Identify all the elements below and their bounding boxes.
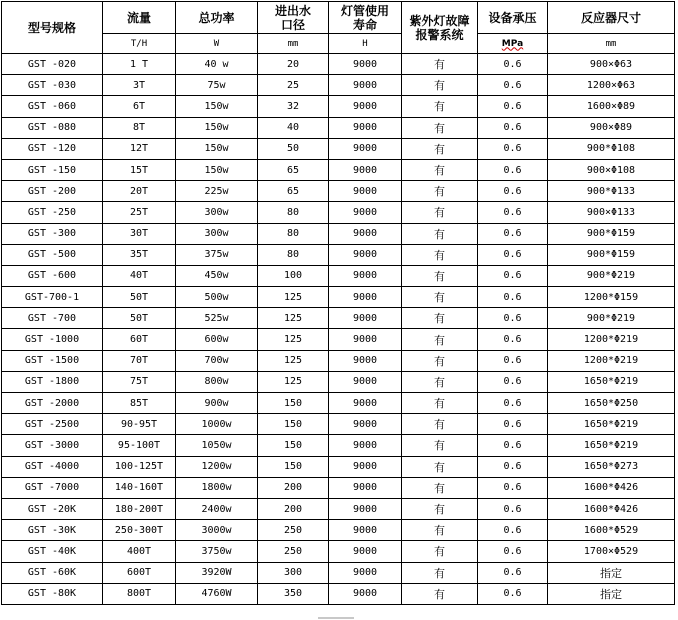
table-row — [2, 583, 675, 604]
unit-reactor: mm — [548, 34, 675, 54]
table-row — [2, 96, 675, 117]
table-row — [2, 54, 675, 75]
cell-reactor: 1650*Φ273 — [548, 456, 675, 477]
cell-lamp-life: 9000 — [329, 138, 402, 159]
cell-model: GST -600 — [2, 265, 103, 286]
cell-pressure: 0.6 — [478, 541, 548, 562]
cell-pressure: 0.6 — [478, 138, 548, 159]
cell-power: 2400w — [176, 498, 258, 519]
cell-lamp-life: 9000 — [329, 583, 402, 604]
cell-flow: 400T — [103, 541, 176, 562]
cell-diameter: 125 — [258, 308, 329, 329]
cell-power: 450w — [176, 265, 258, 286]
table-row — [2, 350, 675, 371]
cell-model: GST -1000 — [2, 329, 103, 350]
cell-model: GST -060 — [2, 96, 103, 117]
cell-diameter: 350 — [258, 583, 329, 604]
cell-model: GST -250 — [2, 202, 103, 223]
cell-alarm: 有 — [402, 117, 478, 138]
cell-diameter: 20 — [258, 54, 329, 75]
cell-diameter: 150 — [258, 456, 329, 477]
header-diameter-text: 进出水口径 — [274, 3, 311, 32]
table-row — [2, 498, 675, 519]
table-row — [2, 520, 675, 541]
cell-flow: 100-125T — [103, 456, 176, 477]
cell-diameter: 50 — [258, 138, 329, 159]
cell-pressure: 0.6 — [478, 498, 548, 519]
cell-pressure: 0.6 — [478, 181, 548, 202]
cell-power: 700w — [176, 350, 258, 371]
table-row — [2, 287, 675, 308]
table-row — [2, 244, 675, 265]
cell-power: 1000w — [176, 414, 258, 435]
cell-lamp-life: 9000 — [329, 498, 402, 519]
cell-model: GST -150 — [2, 159, 103, 180]
cell-power: 300w — [176, 223, 258, 244]
table-row — [2, 414, 675, 435]
cell-model: GST -3000 — [2, 435, 103, 456]
cell-diameter: 150 — [258, 393, 329, 414]
cell-diameter: 150 — [258, 414, 329, 435]
table-row — [2, 477, 675, 498]
cell-flow: 600T — [103, 562, 176, 583]
cell-reactor: 900*Φ159 — [548, 244, 675, 265]
cell-reactor: 900×Φ63 — [548, 54, 675, 75]
cell-lamp-life: 9000 — [329, 371, 402, 392]
header-pressure: 设备承压 — [478, 2, 548, 34]
cell-model: GST -120 — [2, 138, 103, 159]
table-row — [2, 541, 675, 562]
header-power: 总功率 — [176, 2, 258, 34]
cell-reactor: 900×Φ89 — [548, 117, 675, 138]
cell-alarm: 有 — [402, 75, 478, 96]
cell-alarm: 有 — [402, 583, 478, 604]
cell-reactor: 1600*Φ426 — [548, 477, 675, 498]
cell-pressure: 0.6 — [478, 329, 548, 350]
table-row — [2, 393, 675, 414]
cell-alarm: 有 — [402, 54, 478, 75]
cell-model: GST -20K — [2, 498, 103, 519]
cell-alarm: 有 — [402, 181, 478, 202]
cell-model: GST -4000 — [2, 456, 103, 477]
cell-flow: 180-200T — [103, 498, 176, 519]
cell-alarm: 有 — [402, 414, 478, 435]
cell-lamp-life: 9000 — [329, 244, 402, 265]
cell-lamp-life: 9000 — [329, 75, 402, 96]
cell-flow: 60T — [103, 329, 176, 350]
cell-reactor: 1650*Φ219 — [548, 414, 675, 435]
table-row — [2, 117, 675, 138]
cell-pressure: 0.6 — [478, 244, 548, 265]
cell-diameter: 125 — [258, 371, 329, 392]
cell-lamp-life: 9000 — [329, 435, 402, 456]
cell-flow: 20T — [103, 181, 176, 202]
cell-pressure: 0.6 — [478, 265, 548, 286]
cell-model: GST -200 — [2, 181, 103, 202]
cell-diameter: 125 — [258, 287, 329, 308]
cell-flow: 35T — [103, 244, 176, 265]
cell-alarm: 有 — [402, 159, 478, 180]
cell-alarm: 有 — [402, 456, 478, 477]
cell-diameter: 125 — [258, 329, 329, 350]
cell-model: GST -030 — [2, 75, 103, 96]
cell-power: 150w — [176, 138, 258, 159]
cell-diameter: 200 — [258, 477, 329, 498]
header-alarm — [402, 2, 478, 54]
cell-pressure: 0.6 — [478, 202, 548, 223]
cell-diameter: 65 — [258, 159, 329, 180]
header-row — [2, 2, 675, 34]
cell-diameter: 150 — [258, 435, 329, 456]
cell-flow: 6T — [103, 96, 176, 117]
cell-diameter: 80 — [258, 244, 329, 265]
table-row — [2, 223, 675, 244]
cell-alarm: 有 — [402, 541, 478, 562]
cell-diameter: 32 — [258, 96, 329, 117]
cell-diameter: 300 — [258, 562, 329, 583]
cell-reactor: 指定 — [548, 562, 675, 583]
cell-reactor: 900*Φ219 — [548, 308, 675, 329]
cell-lamp-life: 9000 — [329, 477, 402, 498]
cell-diameter: 40 — [258, 117, 329, 138]
cell-flow: 25T — [103, 202, 176, 223]
cell-pressure: 0.6 — [478, 583, 548, 604]
cell-pressure: 0.6 — [478, 54, 548, 75]
cell-model: GST -500 — [2, 244, 103, 265]
cell-model: GST -080 — [2, 117, 103, 138]
header-lamp-life-text: 灯管使用寿命 — [340, 3, 389, 32]
cell-model: GST -60K — [2, 562, 103, 583]
cell-diameter: 125 — [258, 350, 329, 371]
cell-flow: 140-160T — [103, 477, 176, 498]
cell-reactor: 1700×Φ529 — [548, 541, 675, 562]
header-model: 型号规格 — [2, 2, 103, 54]
cell-model: GST -2000 — [2, 393, 103, 414]
cell-reactor: 900×Φ133 — [548, 202, 675, 223]
unit-diameter: mm — [258, 34, 329, 54]
cell-reactor: 1650*Φ219 — [548, 435, 675, 456]
cell-pressure: 0.6 — [478, 75, 548, 96]
cell-diameter: 250 — [258, 520, 329, 541]
cell-alarm: 有 — [402, 520, 478, 541]
cell-alarm: 有 — [402, 393, 478, 414]
cell-flow: 12T — [103, 138, 176, 159]
cell-diameter: 250 — [258, 541, 329, 562]
cell-flow: 85T — [103, 393, 176, 414]
table-row — [2, 159, 675, 180]
cell-diameter: 80 — [258, 202, 329, 223]
cell-alarm: 有 — [402, 477, 478, 498]
cell-power: 150w — [176, 117, 258, 138]
table-row — [2, 265, 675, 286]
cell-alarm: 有 — [402, 202, 478, 223]
cell-alarm: 有 — [402, 329, 478, 350]
cell-power: 3750w — [176, 541, 258, 562]
unit-power: W — [176, 34, 258, 54]
cell-flow: 50T — [103, 308, 176, 329]
cell-flow: 75T — [103, 371, 176, 392]
cell-flow: 90-95T — [103, 414, 176, 435]
table-row — [2, 138, 675, 159]
cell-pressure: 0.6 — [478, 477, 548, 498]
cell-lamp-life: 9000 — [329, 159, 402, 180]
cell-alarm: 有 — [402, 308, 478, 329]
cell-lamp-life: 9000 — [329, 541, 402, 562]
cell-lamp-life: 9000 — [329, 520, 402, 541]
table-row — [2, 371, 675, 392]
cell-model: GST -300 — [2, 223, 103, 244]
unit-row — [2, 34, 675, 54]
cell-diameter: 80 — [258, 223, 329, 244]
cell-power: 375w — [176, 244, 258, 265]
cell-reactor: 1600*Φ426 — [548, 498, 675, 519]
table-row — [2, 181, 675, 202]
cell-diameter: 200 — [258, 498, 329, 519]
cell-model: GST -30K — [2, 520, 103, 541]
cell-flow: 800T — [103, 583, 176, 604]
cell-model: GST -2500 — [2, 414, 103, 435]
cell-reactor: 1200*Φ219 — [548, 329, 675, 350]
cell-reactor: 1600×Φ89 — [548, 96, 675, 117]
cell-flow: 50T — [103, 287, 176, 308]
cell-diameter: 100 — [258, 265, 329, 286]
cell-reactor: 1200*Φ159 — [548, 287, 675, 308]
cell-alarm: 有 — [402, 138, 478, 159]
cell-pressure: 0.6 — [478, 435, 548, 456]
cell-model: GST -020 — [2, 54, 103, 75]
cell-lamp-life: 9000 — [329, 414, 402, 435]
cell-lamp-life: 9000 — [329, 562, 402, 583]
unit-flow: T/H — [103, 34, 176, 54]
cell-alarm: 有 — [402, 96, 478, 117]
cell-reactor: 900*Φ108 — [548, 138, 675, 159]
cell-diameter: 65 — [258, 181, 329, 202]
cell-flow: 70T — [103, 350, 176, 371]
table-row — [2, 308, 675, 329]
cell-diameter: 25 — [258, 75, 329, 96]
cell-lamp-life: 9000 — [329, 329, 402, 350]
cell-power: 4760W — [176, 583, 258, 604]
cell-power: 150w — [176, 96, 258, 117]
cell-power: 1200w — [176, 456, 258, 477]
cell-model: GST-700-1 — [2, 287, 103, 308]
cell-lamp-life: 9000 — [329, 96, 402, 117]
cell-pressure: 0.6 — [478, 287, 548, 308]
cell-power: 300w — [176, 202, 258, 223]
cell-flow: 3T — [103, 75, 176, 96]
cell-power: 75w — [176, 75, 258, 96]
cell-reactor: 900*Φ133 — [548, 181, 675, 202]
cell-model: GST -1500 — [2, 350, 103, 371]
cell-lamp-life: 9000 — [329, 393, 402, 414]
table-row — [2, 562, 675, 583]
cell-flow: 95-100T — [103, 435, 176, 456]
cell-lamp-life: 9000 — [329, 54, 402, 75]
cell-alarm: 有 — [402, 223, 478, 244]
cell-alarm: 有 — [402, 244, 478, 265]
header-flow: 流量 — [103, 2, 176, 34]
cell-model: GST -1800 — [2, 371, 103, 392]
cell-lamp-life: 9000 — [329, 350, 402, 371]
unit-lamp-life: H — [329, 34, 402, 54]
page-edge-mark — [318, 617, 354, 619]
cell-reactor: 900×Φ108 — [548, 159, 675, 180]
cell-flow: 15T — [103, 159, 176, 180]
cell-pressure: 0.6 — [478, 414, 548, 435]
cell-power: 225w — [176, 181, 258, 202]
cell-flow: 30T — [103, 223, 176, 244]
cell-pressure: 0.6 — [478, 96, 548, 117]
cell-pressure: 0.6 — [478, 371, 548, 392]
cell-lamp-life: 9000 — [329, 117, 402, 138]
cell-lamp-life: 9000 — [329, 265, 402, 286]
cell-pressure: 0.6 — [478, 117, 548, 138]
cell-lamp-life: 9000 — [329, 223, 402, 244]
cell-alarm: 有 — [402, 435, 478, 456]
cell-reactor: 指定 — [548, 583, 675, 604]
table-row — [2, 202, 675, 223]
header-lamp-life — [329, 2, 402, 34]
cell-flow: 8T — [103, 117, 176, 138]
cell-pressure: 0.6 — [478, 456, 548, 477]
header-reactor: 反应器尺寸 — [548, 2, 675, 34]
cell-reactor: 900*Φ219 — [548, 265, 675, 286]
cell-model: GST -80K — [2, 583, 103, 604]
cell-model: GST -7000 — [2, 477, 103, 498]
table-row — [2, 329, 675, 350]
cell-pressure: 0.6 — [478, 393, 548, 414]
cell-reactor: 1200×Φ63 — [548, 75, 675, 96]
table-row — [2, 456, 675, 477]
cell-flow: 250-300T — [103, 520, 176, 541]
cell-lamp-life: 9000 — [329, 456, 402, 477]
cell-power: 150w — [176, 159, 258, 180]
cell-power: 525w — [176, 308, 258, 329]
cell-reactor: 1200*Φ219 — [548, 350, 675, 371]
unit-pressure-text: MPa — [501, 38, 524, 49]
cell-alarm: 有 — [402, 287, 478, 308]
cell-pressure: 0.6 — [478, 562, 548, 583]
cell-reactor: 1600*Φ529 — [548, 520, 675, 541]
cell-power: 900w — [176, 393, 258, 414]
cell-power: 3000w — [176, 520, 258, 541]
header-diameter — [258, 2, 329, 34]
cell-power: 600w — [176, 329, 258, 350]
cell-pressure: 0.6 — [478, 520, 548, 541]
table-body — [2, 54, 675, 605]
cell-model: GST -700 — [2, 308, 103, 329]
cell-alarm: 有 — [402, 371, 478, 392]
header-alarm-text: 紫外灯故障报警系统 — [409, 13, 470, 42]
cell-lamp-life: 9000 — [329, 181, 402, 202]
cell-lamp-life: 9000 — [329, 202, 402, 223]
cell-pressure: 0.6 — [478, 308, 548, 329]
cell-lamp-life: 9000 — [329, 287, 402, 308]
unit-pressure — [478, 34, 548, 54]
cell-flow: 1 T — [103, 54, 176, 75]
cell-alarm: 有 — [402, 498, 478, 519]
cell-lamp-life: 9000 — [329, 308, 402, 329]
cell-power: 3920W — [176, 562, 258, 583]
cell-alarm: 有 — [402, 350, 478, 371]
cell-power: 800w — [176, 371, 258, 392]
cell-power: 1050w — [176, 435, 258, 456]
cell-model: GST -40K — [2, 541, 103, 562]
cell-alarm: 有 — [402, 265, 478, 286]
cell-power: 40 w — [176, 54, 258, 75]
spec-table — [1, 1, 675, 605]
cell-reactor: 900*Φ159 — [548, 223, 675, 244]
cell-alarm: 有 — [402, 562, 478, 583]
cell-pressure: 0.6 — [478, 223, 548, 244]
cell-pressure: 0.6 — [478, 159, 548, 180]
cell-flow: 40T — [103, 265, 176, 286]
cell-pressure: 0.6 — [478, 350, 548, 371]
cell-power: 1800w — [176, 477, 258, 498]
table-row — [2, 435, 675, 456]
cell-power: 500w — [176, 287, 258, 308]
cell-reactor: 1650*Φ250 — [548, 393, 675, 414]
cell-reactor: 1650*Φ219 — [548, 371, 675, 392]
table-row — [2, 75, 675, 96]
